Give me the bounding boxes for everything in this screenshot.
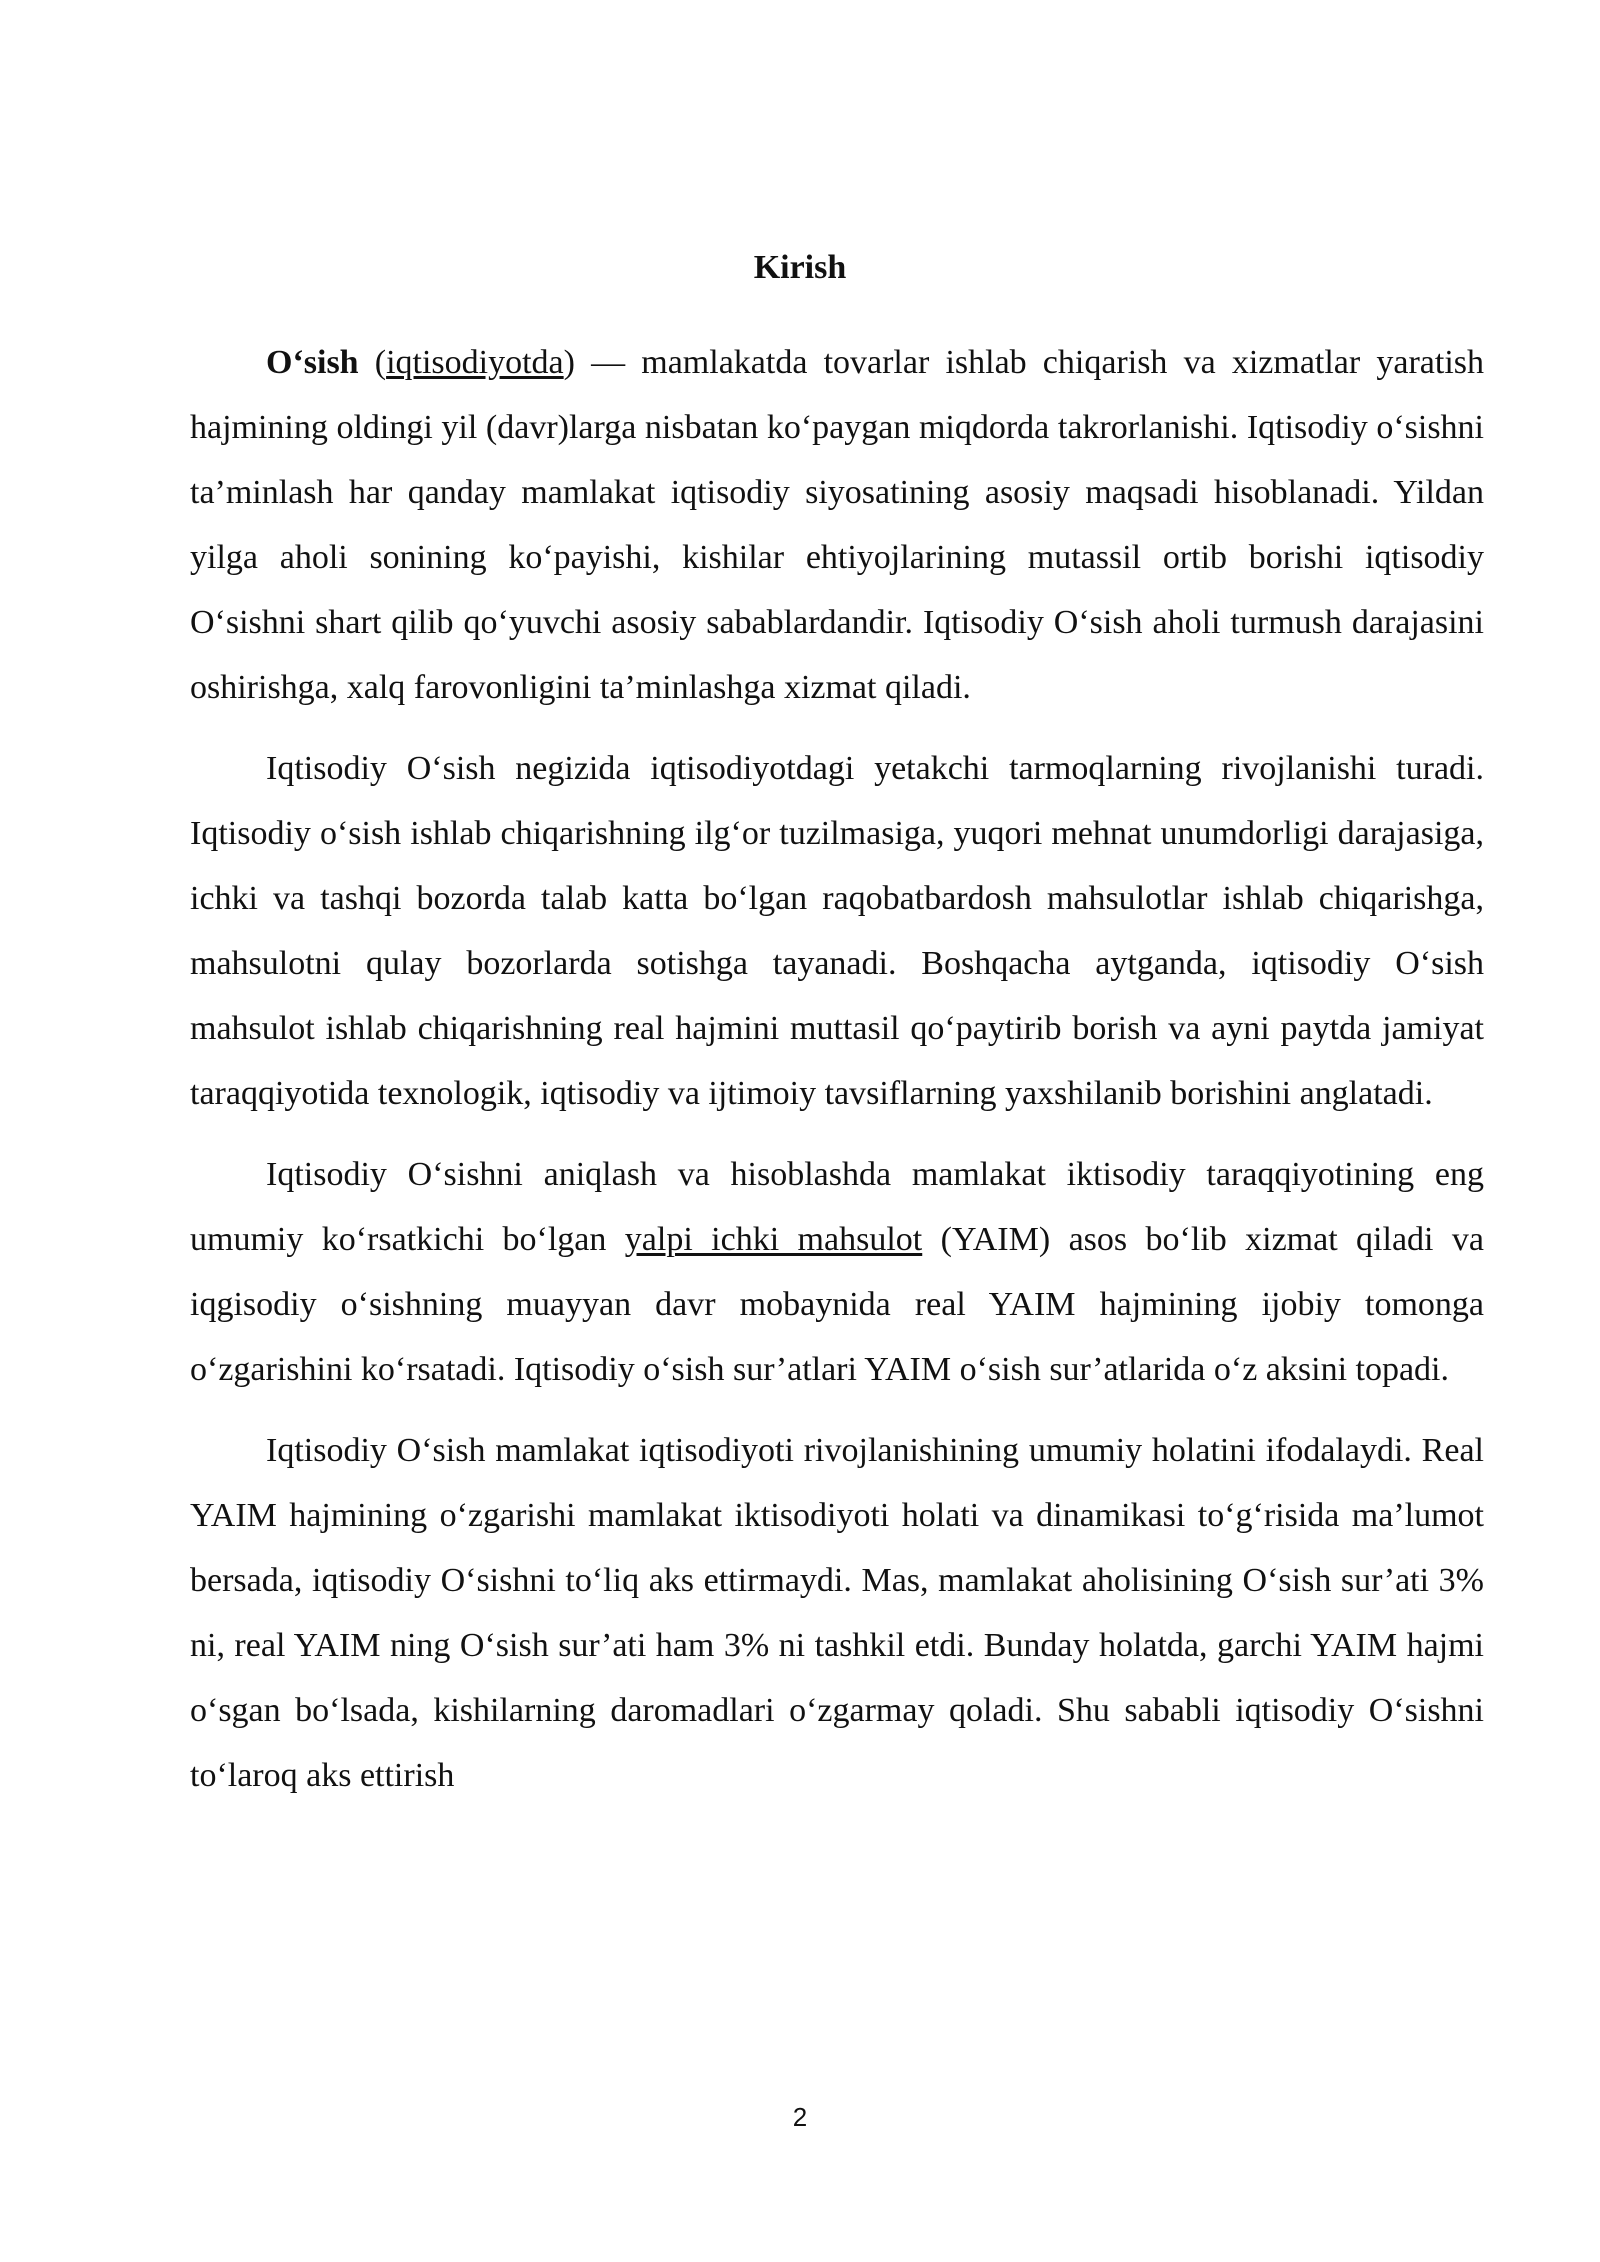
paragraph-1-text: ) — mamlakatda tovarlar ishlab chiqarish va xizmatlar yaratish hajmining oldingi yil (davr)larga nisbatan ko‘paygan miqdorda takrorlanishi. Iqtisodiy o‘sishni ta’minlash har qanday mamlakat iqtisodiy siyosatining asosiy maqsadi hisoblanadi. Yildan yilga aholi sonining ko‘payishi, kishilar ehtiyojlarining mutassil ortib borishi iqtisodiy O‘sishni shart qilib qo‘yuvchi asosiy sabablardandir. Iqtisodiy O‘sish aholi turmush darajasini oshirishga, xalq farovonligini ta’minlashga xizmat qiladi. xyxy=(190,344,1484,706)
paragraph-3-text-before: Iqtisodiy O‘sishni aniqlash va hisoblashda mamlakat iktisodiy taraqqiyotining eng umumiy ko‘rsatkichi bo‘lgan xyxy=(190,1156,1484,1258)
paragraph-1 xyxy=(190,330,1484,720)
page-number: 2 xyxy=(792,2102,808,2132)
term-bold: O‘sish xyxy=(266,344,359,381)
yalpi-ichki-mahsulot-link[interactable]: yalpi ichki mahsulot xyxy=(624,1221,923,1258)
page-heading: Kirish xyxy=(753,249,847,286)
paragraph-4: Iqtisodiy O‘sish mamlakat iqtisodiyoti rivojlanishining umumiy holatini ifodalaydi. Real YAIM hajmining o‘zgarishi mamlakat iktisodiyoti holati va dinamikasi to‘g‘risida ma’lumot bersada, iqtisodiy O‘sishni to‘liq aks ettirmaydi. Mas, mamlakat aholisining O‘sish sur’ati 3% ni, real YAIM ning O‘sish sur’ati ham 3% ni tashkil etdi. Bunday holatda, garchi YAIM hajmi o‘sgan bo‘lsada, kishilarning daromadlari o‘zgarmay qoladi. Shu sababli iqtisodiy O‘sishni to‘laroq aks ettirish xyxy=(190,1432,1484,1794)
iqtisodiyotda-link[interactable]: iqtisodiyotda xyxy=(386,344,564,381)
paragraph-3-text-after: (YAIM) asos bo‘lib xizmat qiladi va iqgisodiy o‘sishning muayyan davr mobaynida real YAIM hajmining ijobiy tomonga o‘zgarishini ko‘rsatadi. Iqtisodiy o‘sish sur’atlari YAIM o‘sish sur’atlarida o‘z aksini topadi. xyxy=(190,1221,1484,1388)
paragraph-2: Iqtisodiy O‘sish negizida iqtisodiyotdagi yetakchi tarmoqlarning rivojlanishi turadi. Iqtisodiy o‘sish ishlab chiqarishning ilg‘or tuzilmasiga, yuqori mehnat unumdorligi darajasiga, ichki va tashqi bozorda talab katta bo‘lgan raqobatbardosh mahsulotlar ishlab chiqarishga, mahsulotni qulay bozorlarda sotishga tayanadi. Boshqacha aytganda, iqtisodiy O‘sish mahsulot ishlab chiqarishning real hajmini muttasil qo‘paytirib borish va ayni paytda jamiyat taraqqiyotida texnologik, iqtisodiy va ijtimoiy tavsiflarning yaxshilanib borishini anglatadi. xyxy=(190,750,1484,1112)
paren-open: ( xyxy=(358,344,387,381)
paragraph-3 xyxy=(190,1142,1484,1402)
document-body xyxy=(190,330,1484,1824)
